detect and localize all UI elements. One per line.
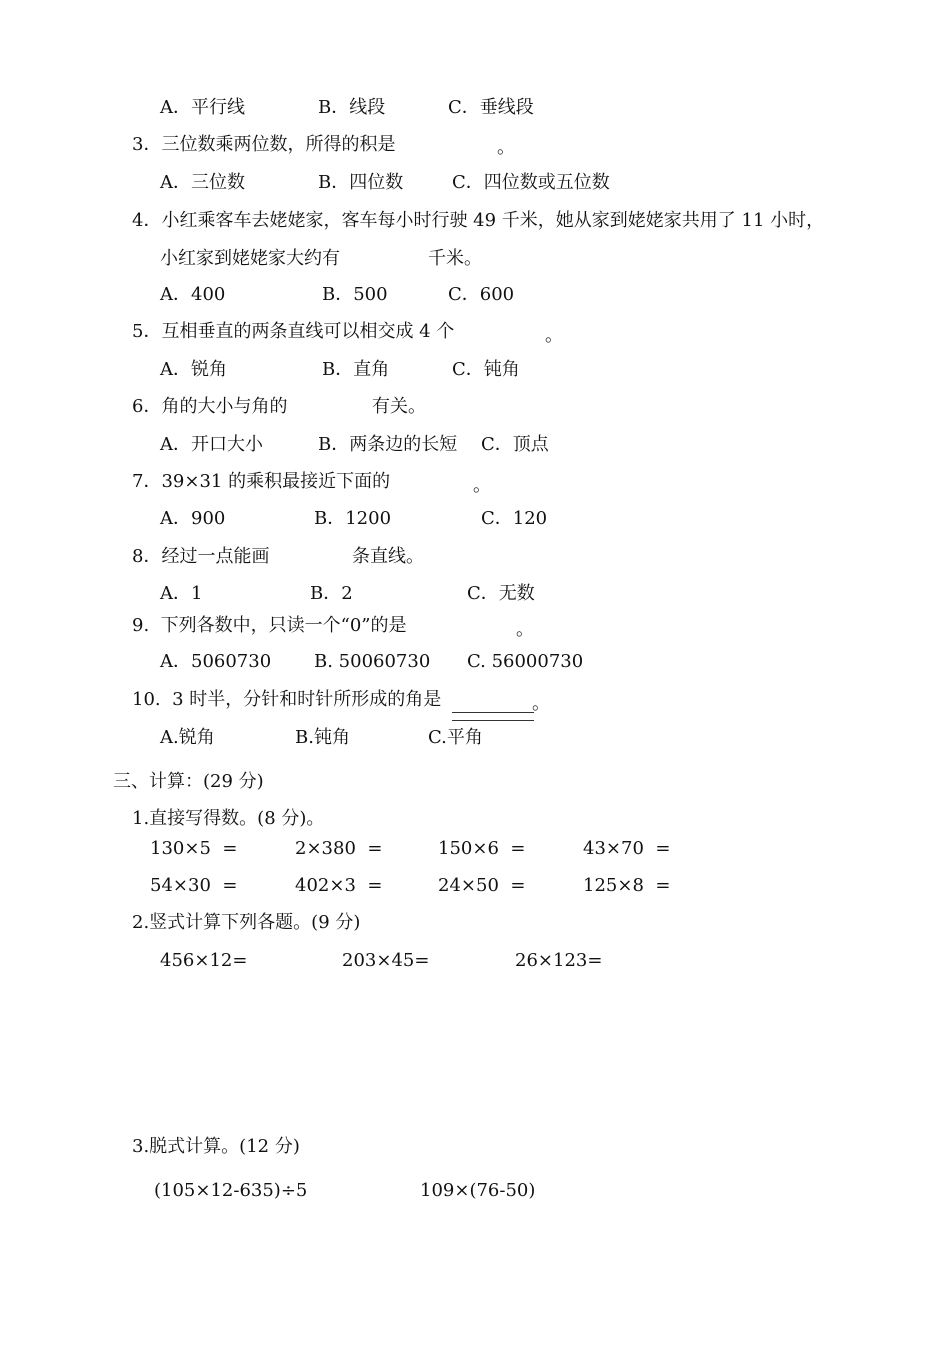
q10-answer-blank <box>452 712 534 721</box>
q4-stem-line2b: 千米。 <box>428 248 482 269</box>
vertical-calc-3: 26×123= <box>515 950 603 971</box>
q9-end: 。 <box>516 619 534 640</box>
q5-option-a: A．锐角 <box>160 359 227 380</box>
q10-option-b: B.钝角 <box>295 727 350 748</box>
section3-part3-title: 3.脱式计算。(12 分) <box>132 1136 300 1157</box>
q3-option-c: C．四位数或五位数 <box>452 172 610 193</box>
calc-1-2: 2×380 = <box>295 838 383 859</box>
q5-option-c: C．钝角 <box>452 359 520 380</box>
q10-option-a: A.锐角 <box>160 727 215 748</box>
calc-1-1: 130×5 = <box>150 838 238 859</box>
q4-option-c: C．600 <box>448 284 515 305</box>
q7-option-a: A．900 <box>160 508 226 529</box>
calc-2-4: 125×8 = <box>583 875 671 896</box>
calc-1-3: 150×6 = <box>438 838 526 859</box>
q10-end: 。 <box>532 693 550 714</box>
calc-1-4: 43×70 = <box>583 838 671 859</box>
stepwise-calc-2: 109×(76-50) <box>420 1180 536 1201</box>
q2-option-b: B．线段 <box>318 97 386 118</box>
q6-end: 有关。 <box>372 396 426 417</box>
q8-option-a: A．1 <box>160 583 203 604</box>
q2-option-c: C．垂线段 <box>448 97 534 118</box>
calc-2-2: 402×3 = <box>295 875 383 896</box>
q3-end: 。 <box>497 137 515 158</box>
section3-part2-title: 2.竖式计算下列各题。(9 分) <box>132 912 361 933</box>
vertical-calc-2: 203×45= <box>342 950 430 971</box>
q7-option-b: B．1200 <box>314 508 392 529</box>
q3-stem: 3．三位数乘两位数，所得的积是 <box>132 134 396 155</box>
q8-option-c: C．无数 <box>467 583 535 604</box>
q9-stem: 9. 下列各数中，只读一个“0”的是 <box>132 615 407 636</box>
section3-title: 三、计算：(29 分) <box>113 771 264 792</box>
q8-option-b: B．2 <box>310 583 353 604</box>
q6-option-b: B．两条边的长短 <box>318 434 458 455</box>
q8-stem: 8．经过一点能画 <box>132 546 270 567</box>
q7-option-c: C．120 <box>481 508 548 529</box>
q4-option-a: A．400 <box>160 284 226 305</box>
q7-end: 。 <box>473 475 491 496</box>
q6-stem: 6．角的大小与角的 <box>132 396 288 417</box>
q3-option-b: B．四位数 <box>318 172 404 193</box>
q7-stem: 7．39×31 的乘积最接近下面的 <box>132 471 391 492</box>
q9-option-a: A．5060730 <box>160 651 272 672</box>
q6-option-a: A．开口大小 <box>160 434 263 455</box>
q6-option-c: C．顶点 <box>481 434 549 455</box>
q4-option-b: B．500 <box>322 284 388 305</box>
q5-end: 。 <box>545 325 563 346</box>
q2-option-a: A．平行线 <box>160 97 245 118</box>
q10-option-c: C.平角 <box>428 727 483 748</box>
vertical-calc-1: 456×12= <box>160 950 248 971</box>
q10-stem: 10. 3 时半，分针和时针所形成的角是 <box>132 689 442 710</box>
q8-end: 条直线。 <box>352 546 424 567</box>
calc-2-1: 54×30 = <box>150 875 238 896</box>
q5-option-b: B．直角 <box>322 359 390 380</box>
calc-2-3: 24×50 = <box>438 875 526 896</box>
section3-part1-title: 1.直接写得数。(8 分)。 <box>132 808 325 829</box>
q4-stem-line1: 4．小红乘客车去姥姥家，客车每小时行驶 49 千米，她从家到姥姥家共用了 11 小时， <box>132 210 825 231</box>
stepwise-calc-1: (105×12-635)÷5 <box>154 1180 308 1201</box>
q9-option-c: C. 56000730 <box>467 651 584 672</box>
q4-stem-line2a: 小红家到姥姥家大约有 <box>160 248 340 269</box>
q5-stem: 5．互相垂直的两条直线可以相交成 4 个 <box>132 321 455 342</box>
q3-option-a: A．三位数 <box>160 172 245 193</box>
q9-option-b: B. 50060730 <box>314 651 431 672</box>
